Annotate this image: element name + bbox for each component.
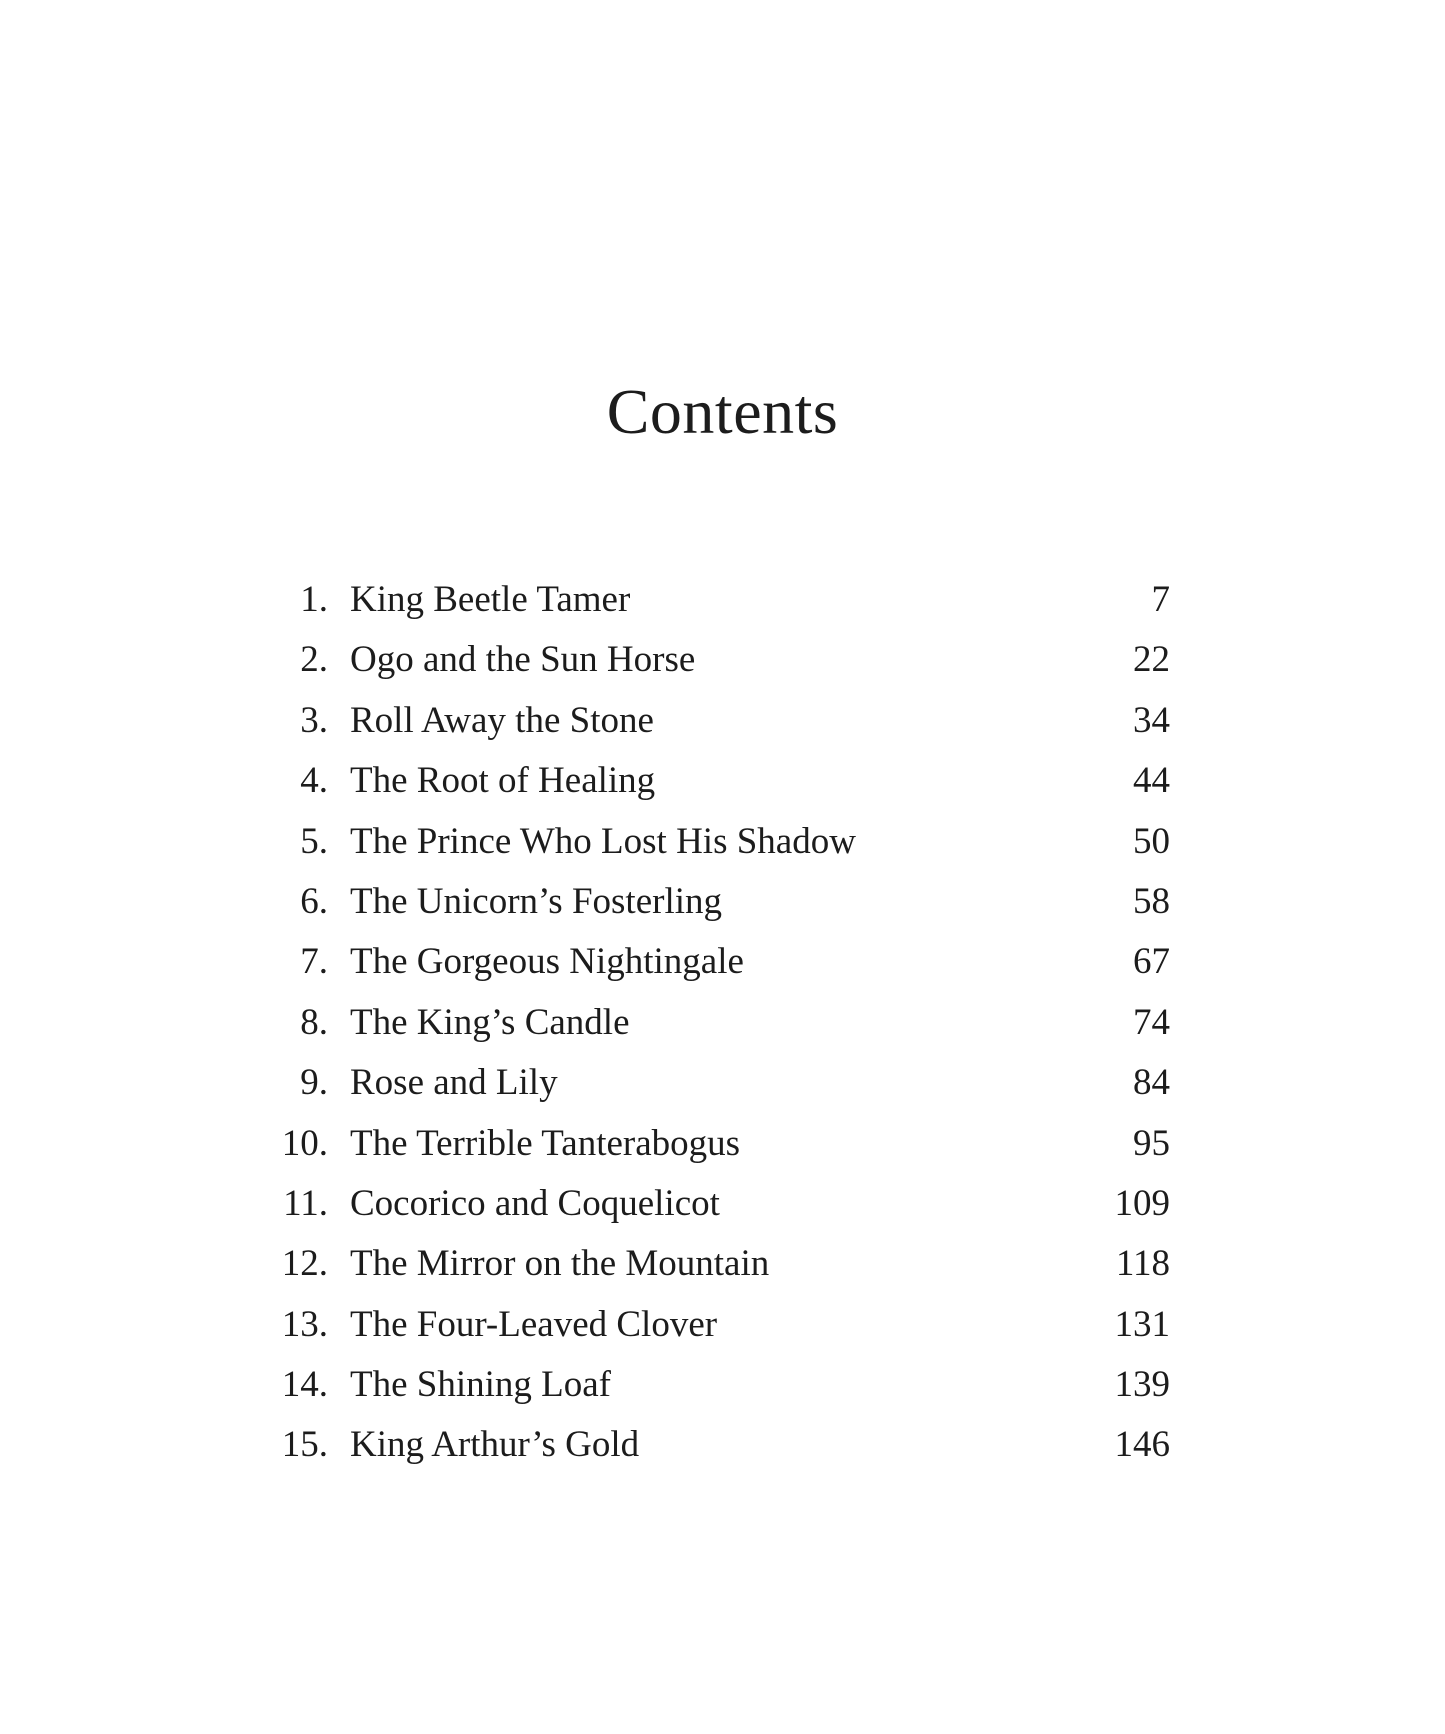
chapter-number: 14. [281, 1364, 328, 1406]
chapter-number: 1. [300, 579, 328, 620]
chapter-title: The Four-Leaved Clover [350, 1303, 718, 1345]
page-number: 146 [1114, 1424, 1170, 1466]
toc-entry [270, 1355, 1170, 1415]
chapter-title: Ogo and the Sun Horse [350, 639, 696, 681]
chapter-number: 3. [300, 699, 328, 741]
page-title: Contents [606, 376, 839, 447]
page-number: 44 [1133, 760, 1170, 802]
chapter-title: The Unicorn’s Fosterling [350, 880, 723, 922]
chapter-title: King Arthur’s Gold [350, 1424, 640, 1466]
table-of-contents [270, 570, 1170, 1476]
chapter-title: The King’s Candle [350, 1001, 630, 1043]
toc-entry [270, 751, 1170, 811]
toc-entry [270, 1174, 1170, 1234]
chapter-number: 4. [300, 760, 328, 802]
page-number: 95 [1133, 1122, 1170, 1164]
chapter-number: 9. [300, 1062, 328, 1104]
chapter-title: The Shining Loaf [350, 1364, 612, 1406]
chapter-number: 12. [281, 1243, 328, 1285]
toc-entry [270, 1114, 1170, 1174]
page-number: 67 [1133, 941, 1170, 983]
chapter-number: 7. [300, 941, 328, 983]
chapter-number: 6. [300, 880, 328, 922]
page-number: 118 [1115, 1243, 1170, 1285]
page-number: 58 [1133, 880, 1170, 922]
chapter-title: Cocorico and Coquelicot [350, 1182, 720, 1224]
chapter-title: The Terrible Tanterabogus [350, 1122, 741, 1164]
page-number: 50 [1133, 820, 1170, 862]
toc-entry [270, 570, 1170, 630]
chapter-number: 8. [300, 1001, 328, 1043]
toc-entry [270, 993, 1170, 1053]
toc-entry [270, 1295, 1170, 1355]
chapter-title: The Root of Healing [350, 760, 656, 802]
page-number: 7 [1151, 579, 1170, 620]
chapter-number: 2. [300, 639, 328, 681]
page-number: 139 [1114, 1364, 1170, 1406]
chapter-title: Roll Away the Stone [350, 699, 654, 741]
chapter-title: The Mirror on the Mountain [350, 1243, 770, 1285]
toc-entry [270, 1234, 1170, 1294]
chapter-number: 15. [281, 1424, 328, 1466]
chapter-number: 5. [300, 820, 328, 862]
page-number: 22 [1133, 639, 1170, 681]
toc-entry [270, 812, 1170, 872]
chapter-number: 13. [281, 1303, 328, 1345]
chapter-title: The Gorgeous Nightingale [350, 941, 744, 983]
chapter-title: Rose and Lily [350, 1062, 558, 1104]
chapter-title: The Prince Who Lost His Shadow [350, 820, 856, 862]
toc-entry [270, 872, 1170, 932]
toc-entry [270, 1053, 1170, 1113]
page-number: 131 [1114, 1303, 1170, 1345]
chapter-title: King Beetle Tamer [350, 579, 631, 620]
page-number: 84 [1133, 1062, 1170, 1104]
page-number: 74 [1133, 1001, 1170, 1043]
toc-entry [270, 630, 1170, 690]
toc-entry [270, 691, 1170, 751]
toc-entry [270, 932, 1170, 992]
chapter-number: 11. [283, 1182, 328, 1224]
page-number: 34 [1133, 699, 1170, 741]
chapter-number: 10. [281, 1122, 328, 1164]
toc-entry [270, 1415, 1170, 1475]
page-number: 109 [1114, 1182, 1170, 1224]
